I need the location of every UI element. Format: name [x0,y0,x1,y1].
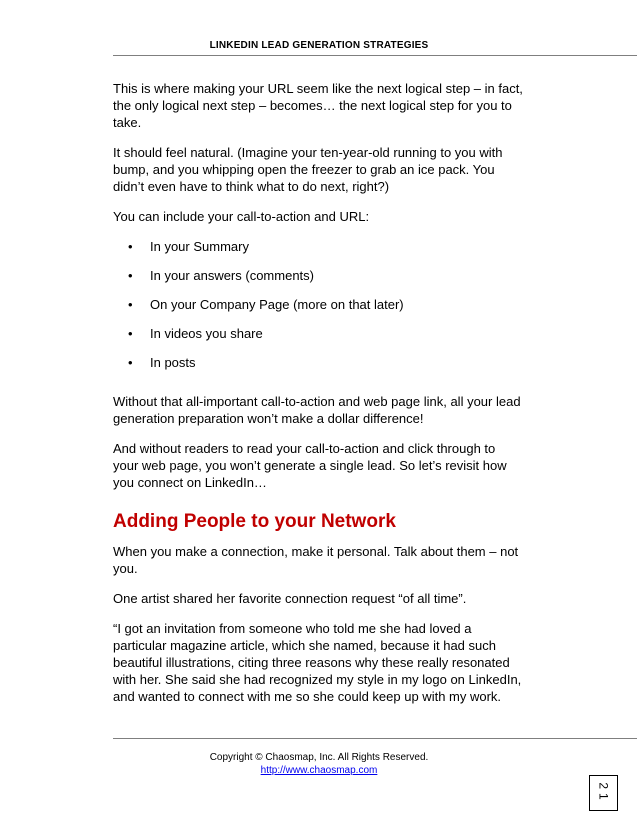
bullet-icon: • [128,297,133,312]
list-item [113,325,523,342]
list-item-text: On your Company Page (more on that later) [150,297,404,312]
paragraph-without-cta: Without that all-important call-to-action and web page link, all your lead generation preparation won’t make a dollar difference! [113,394,521,426]
copyright-notice: Copyright © Chaosmap, Inc. All Rights Reserved. [209,752,429,763]
paragraph-invitation-quote: “I got an invitation from someone who told me she had loved a particular magazine article, which she named, because it had such beautiful illustrations, citing three reasons why these really resonated with her. She said she had recognized my style in my logo on LinkedIn, and wanted to connect with me so she could keep up with my work. [113,621,522,704]
bullet-icon: • [128,326,133,341]
paragraph-make-it-personal: When you make a connection, make it personal. Talk about them – not you. [113,544,519,576]
list-item [113,296,523,313]
paragraph-url-logical-step: This is where making your URL seem like the next logical step – in fact, the only logical next step – becomes… the next logical step for you to take. [113,81,523,130]
header-divider [113,55,637,56]
bullet-icon: • [128,268,133,283]
list-item-text: In your Summary [150,239,249,254]
bullet-icon: • [128,355,133,370]
page-number-text: 21 [596,782,611,804]
footer-divider [113,738,637,739]
section-heading: Adding People to your Network [113,511,396,532]
paragraph-without-readers: And without readers to read your call-to-action and click through to your web page, you won’t generate a single lead. So let’s revisit how you connect on LinkedIn… [113,441,507,490]
page-body [113,80,523,718]
page-number-box [589,775,618,811]
page-number [590,776,617,810]
list-item [113,354,523,371]
cta-placement-list [113,238,523,371]
running-header: LINKEDIN LEAD GENERATION STRATEGIES [209,40,429,51]
list-item-text: In posts [150,355,196,370]
paragraph-feel-natural: It should feel natural. (Imagine your ten-year-old running to you with bump, and you whipping open the freezer to grab an ice pack. You didn’t even have to think what to do next, right?) [113,145,503,194]
bullet-icon: • [128,239,133,254]
website-link[interactable]: http://www.chaosmap.com [260,765,378,776]
paragraph-artist-shared: One artist shared her favorite connection request “of all time”. [113,591,467,606]
list-item [113,267,523,284]
paragraph-include-cta: You can include your call-to-action and URL: [113,209,370,224]
footer-link-container [0,764,638,777]
list-item-text: In videos you share [150,326,263,341]
list-item [113,238,523,255]
list-item-text: In your answers (comments) [150,268,314,283]
